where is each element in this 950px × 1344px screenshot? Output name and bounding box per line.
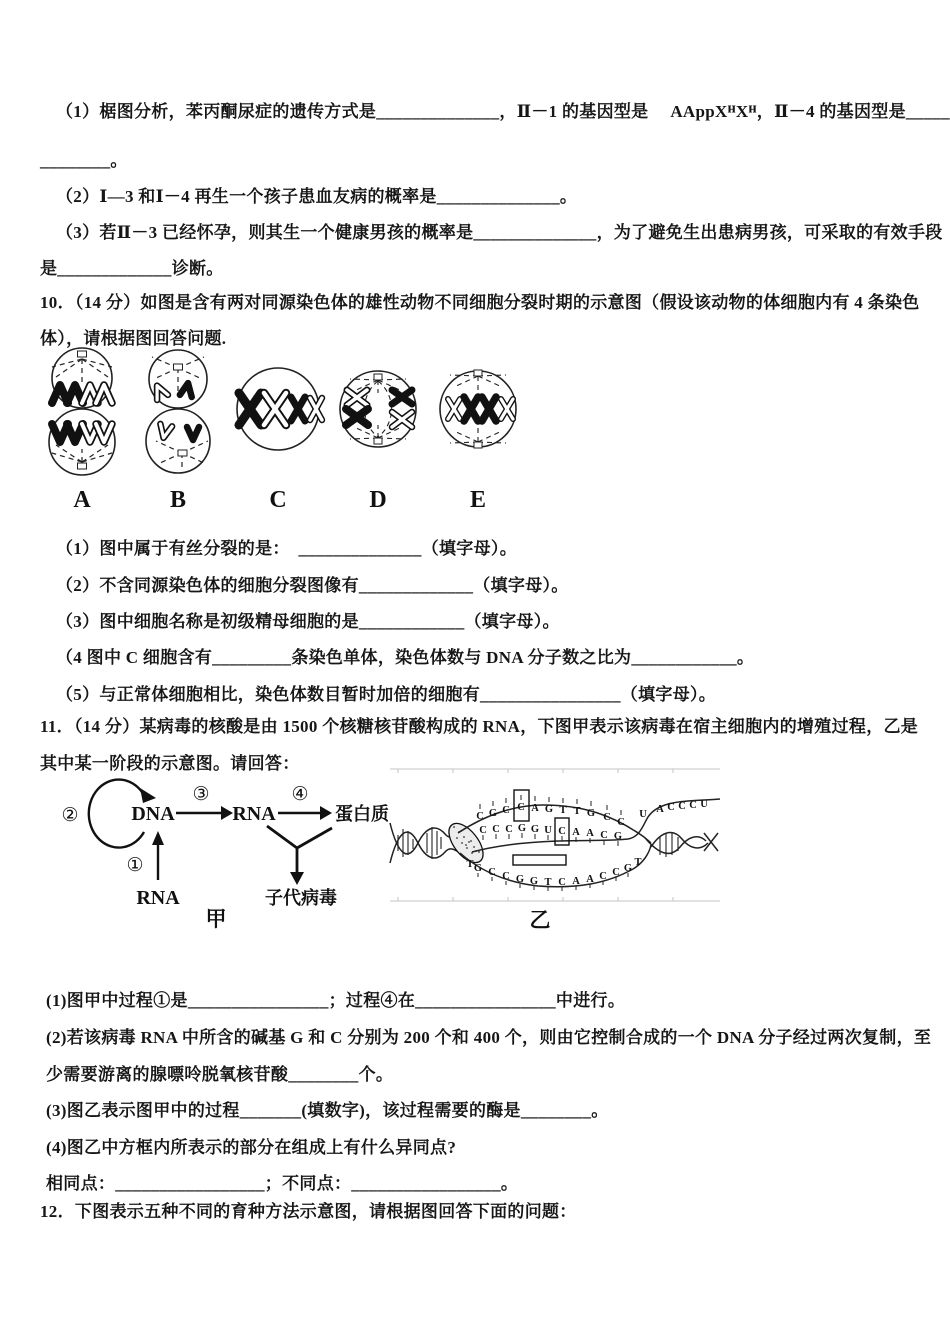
q9-sub3-line2: 是_____________诊断。 [40,259,224,278]
svg-text:C: C [617,817,625,828]
cell-c-label: C [269,487,287,513]
cell-a-centriole-bottom [78,463,87,469]
rna-to-dna-arrowhead-icon [152,831,164,845]
coding-strand-lead-letter: T [466,859,474,870]
cell-d-spindle [350,379,406,439]
transcription-figure-yi [388,755,723,933]
q10-header-line1: 10．（14 分）如图是含有两对同源染色体的雄性动物不同细胞分裂时期的示意图（假设该动物的体细胞内有 4 条染色 [40,293,920,312]
assembly-lines [267,826,332,874]
q9-sub3-line1: （3）若Ⅱ－3 已经怀孕，则其生一个健康男孩的概率是______________，为了避免生出患病男孩，可采取的有效手段 [56,223,943,242]
rna-exit-letters [639,799,708,820]
svg-text:T: T [573,806,581,817]
cell-b-label: B [169,487,187,513]
q12-header: 12．下图表示五种不同的育种方法示意图，请根据图回答下面的问题： [40,1202,577,1221]
svg-text:G: G [613,831,623,842]
q11-header-line2: 其中某一阶段的示意图。请回答： [40,754,300,773]
svg-text:A: A [586,828,594,839]
cell-a [49,348,115,475]
svg-text:C: C [502,805,510,816]
cell-e-chromosomes [448,397,513,421]
svg-text:C: C [612,867,620,878]
q10-sub5: （5）与正常体细胞相比，染色体数目暂时加倍的细胞有________________（填字母）。 [56,685,717,704]
dna-to-rna-arrowhead-icon [221,806,233,820]
svg-text:U: U [700,799,708,810]
svg-text:C: C [667,802,675,813]
svg-text:G: G [529,876,539,887]
rna-mid-label: RNA [232,803,276,825]
empty-box [513,855,566,865]
svg-text:A: A [572,827,580,838]
svg-text:C: C [502,871,510,882]
cell-d-label: D [369,487,387,513]
cell-d-centriole-bottom [374,438,382,444]
figure-jia-label: 甲 [205,907,227,930]
q11-sub2-line2: 少需要游离的腺嘌呤脱氧核苷酸________个。 [46,1065,394,1084]
cell-b-centriole-bottom [178,450,187,456]
coding-strand-tail-letter: T [634,857,642,868]
q10-sub3: （3）图中细胞名称是初级精母细胞的是____________（填字母）。 [56,612,560,631]
q11-sub1: (1)图甲中过程①是________________；过程④在________________中进行。 [46,991,626,1010]
svg-text:T: T [544,877,552,888]
svg-text:C: C [678,801,686,812]
svg-text:G: G [544,804,554,815]
cell-b-centriole-top [174,364,183,370]
cell-a-centriole-top [78,351,87,357]
svg-text:C: C [476,811,484,822]
rna-bottom-label: RNA [136,887,180,909]
q11-sub3: (3)图乙表示图甲中的过程_______(填数字)，该过程需要的酶是________。 [46,1101,609,1120]
svg-text:G: G [517,823,527,834]
svg-text:C: C [599,871,607,882]
q11-sub4: (4)图乙中方框内所表示的部分在组成上有什么异同点? [46,1138,457,1157]
svg-text:G: G [586,808,596,819]
svg-text:G: G [488,808,498,819]
cell-e-centriole-bottom [474,442,482,448]
q9-sub1-line1: （1）椐图分析，苯丙酮尿症的遗传方式是______________，Ⅱ－1 的基因型是 AAppXᴴXᴴ，Ⅱ－4 的基因型是_____ [56,102,950,121]
rna-to-protein-arrowhead-icon [320,806,332,820]
cell-a-spindle [52,359,112,462]
cell-a-label: A [73,487,91,513]
svg-text:C: C [517,802,525,813]
step4-label: ④ [291,784,309,805]
q10-header-line2: 体），请根据图回答问题. [40,329,227,348]
svg-text:C: C [558,826,566,837]
svg-text:C: C [492,824,500,835]
svg-text:A: A [586,874,594,885]
svg-text:G: G [515,874,525,885]
q11-header-line1: 11．（14 分）某病毒的核酸是由 1500 个核糖核苷酸构成的 RNA，下图甲表示该病毒在宿主细胞内的增殖过程，乙是 [40,717,919,736]
svg-text:C: C [600,830,608,841]
svg-text:T: T [559,805,567,816]
step1-label: ① [126,855,144,876]
right-dna-helix [646,833,718,857]
q10-sub2: （2）不含同源染色体的细胞分裂图像有_____________（填字母）。 [56,576,569,595]
svg-text:A: A [656,804,664,815]
step3-label: ③ [192,784,210,805]
cell-e-spindle [450,375,506,443]
svg-text:C: C [488,867,496,878]
svg-text:G: G [473,863,483,874]
cell-c-chromosomes [239,393,322,425]
offspring-label: 子代病毒 [265,888,337,908]
svg-text:C: C [689,800,697,811]
protein-label: 蛋白质 [335,804,389,824]
q10-sub1: （1）图中属于有丝分裂的是： ______________（填字母）。 [56,539,517,558]
svg-text:C: C [558,877,566,888]
cell-d-centriole-top [374,374,382,380]
svg-text:G: G [623,863,633,874]
q11-sub4-answer: 相同点：_________________；不同点：_________________。 [46,1174,519,1193]
assembly-arrowhead-icon [290,872,304,885]
cell-d-chromosomes [346,390,412,427]
svg-text:C: C [479,825,487,836]
svg-text:A: A [572,876,580,887]
figure-yi-label: 乙 [529,908,551,932]
svg-text:A: A [531,803,539,814]
cell-e-centriole-top [474,370,482,376]
q9-sub1-line2: ________。 [40,151,128,170]
virus-replication-figure-jia [40,768,400,930]
q10-sub4: （4 图中 C 细胞含有_________条染色单体，染色体数与 DNA 分子数之比为____________。 [56,648,755,667]
coding-strand-curve [460,845,651,887]
svg-text:G: G [530,824,540,835]
q9-sub2: （2）Ⅰ—3 和Ⅰ－4 再生一个孩子患血友病的概率是______________。 [56,187,578,206]
cell-a-chromosomes [52,385,112,442]
rna-strand-letters [479,823,622,846]
svg-text:U: U [544,825,552,836]
cell-e-label: E [469,487,487,513]
svg-text:C: C [505,824,513,835]
step2-label: ② [61,805,79,826]
svg-text:C: C [603,812,611,823]
cell-b-chromosomes [152,382,199,440]
dna-label: DNA [131,803,175,825]
loop-arrowhead-icon [140,788,156,803]
q11-sub2-line1: (2)若该病毒 RNA 中所含的碱基 G 和 C 分别为 200 个和 400 个，则由它控制合成的一个 DNA 分子经过两次复制，至 [46,1028,932,1047]
cell-division-figure [30,345,550,515]
svg-text:U: U [639,809,647,820]
